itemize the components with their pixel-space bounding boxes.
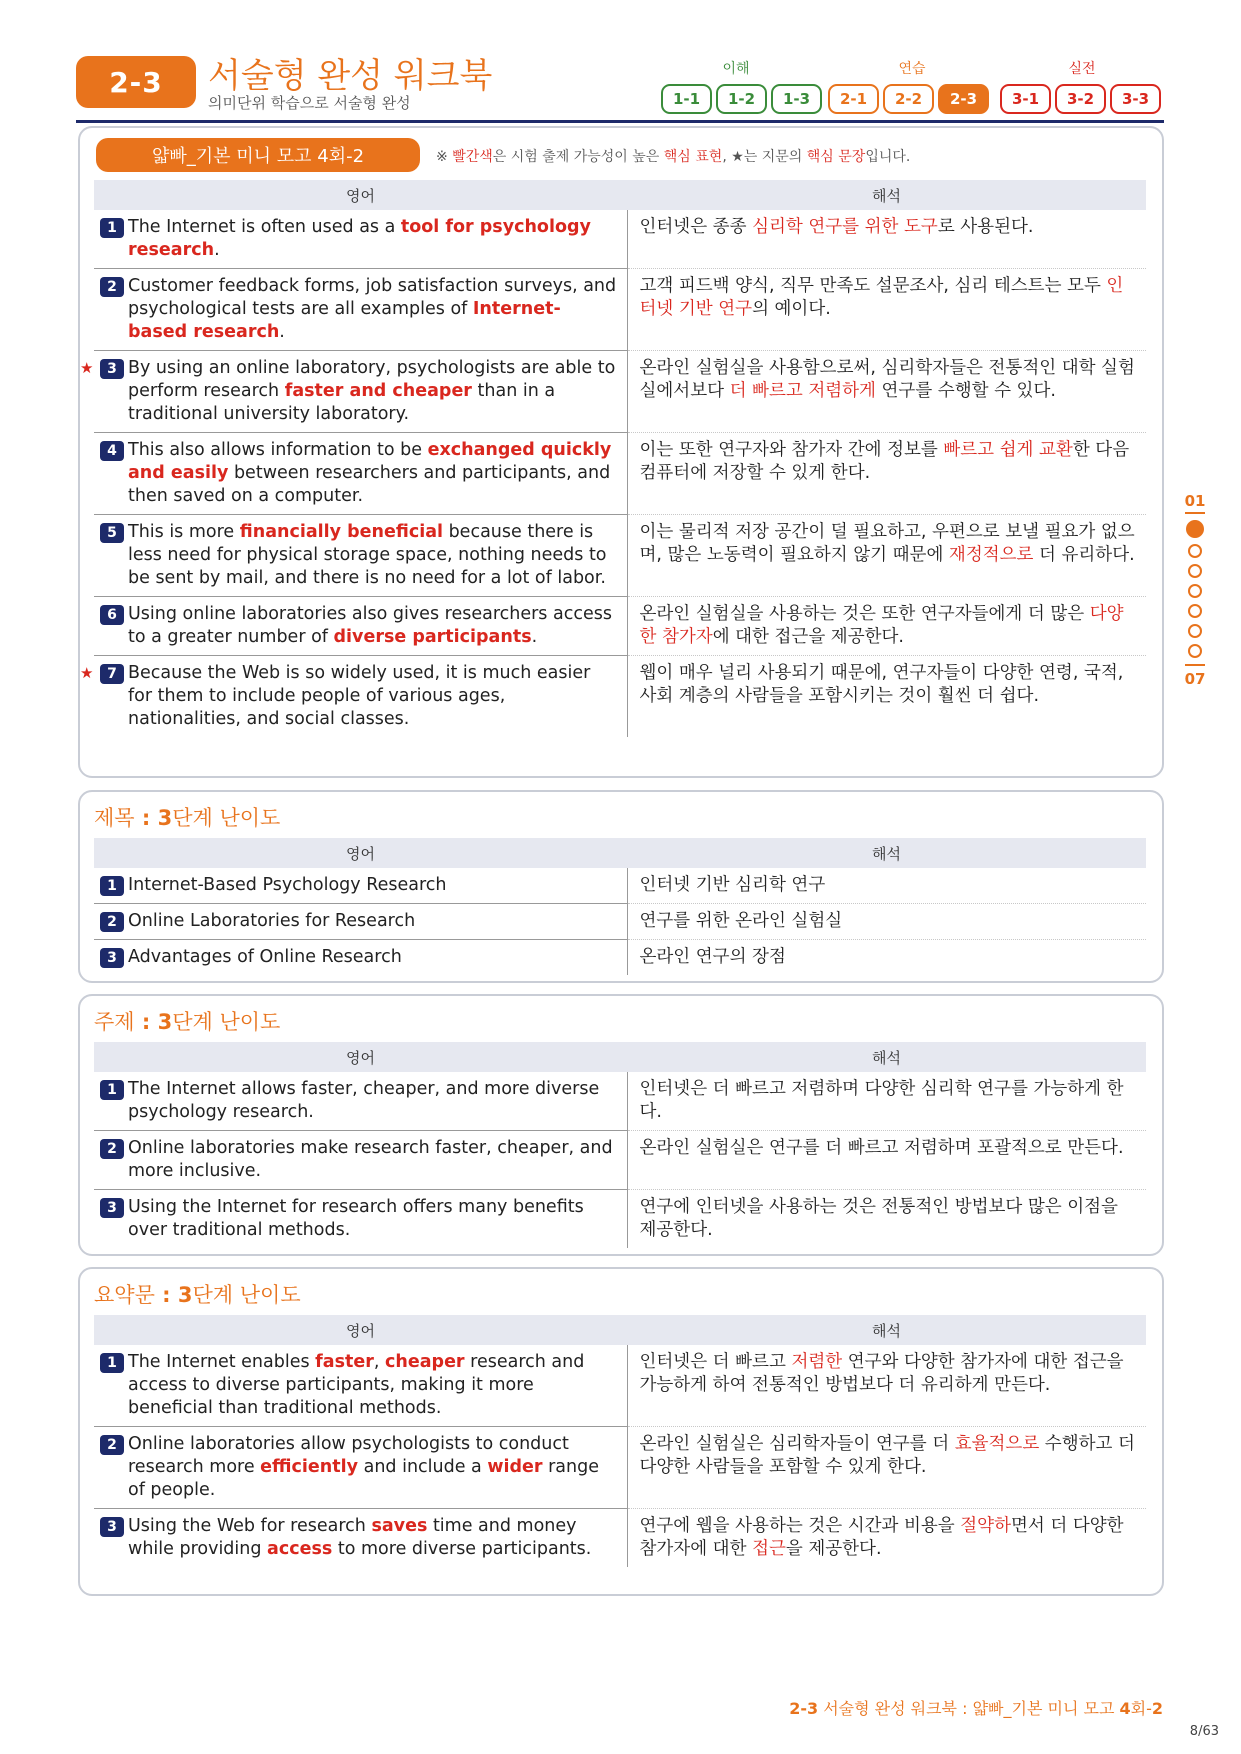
key-expression-korean: 심리학 연구를 위한 도구 [752,217,938,237]
key-expression: saves [371,1516,428,1536]
lesson-badge: 2-3 [76,56,196,108]
english-sentence [94,868,627,904]
korean-translation [627,515,1146,597]
translation-text: 온라인 연구의 장점 [639,947,786,967]
progress-dot-icon[interactable] [1188,604,1202,618]
translation-text: 의 예이다. [752,299,831,319]
side-nav-end-label: 07 [1184,670,1206,688]
sentence-number-badge: 3 [100,948,124,968]
translation-text: 연구를 위한 온라인 실험실 [639,911,843,931]
table-row [94,515,1146,597]
page-title: 서술형 완성 워크북 [208,56,493,96]
summary-panel [78,1267,1164,1596]
translation-text: 인터넷은 더 빠르고 저렴하며 다양한 심리학 연구를 가능하게 한다. [639,1079,1124,1122]
korean-translation [627,269,1146,351]
sentence-text: Using online laboratories also gives researchers access to a greater number of [128,604,612,647]
page-subtitle: 의미단위 학습으로 서술형 완성 [208,94,411,112]
table-row [94,1131,1146,1190]
step-group-understand [661,84,822,114]
col-header-korean: 해석 [627,180,1146,210]
key-expression: faster [315,1352,374,1372]
english-sentence [94,597,627,656]
korean-translation [627,1072,1146,1131]
translation-text: 연구에 웹을 사용하는 것은 시간과 비용을 [639,1516,961,1536]
sentence-text: The Internet allows faster, cheaper, and more diverse psychology research. [128,1079,600,1122]
korean-translation [627,433,1146,515]
translation-text: 수행하고 더 다양한 사람들을 포함할 수 있게 한다. [639,1434,1135,1477]
step-button-3-2[interactable]: 3-2 [1055,84,1106,114]
translation-text: 연구와 다양한 참가자에 대한 접근을 가능하게 하여 전통적인 방법보다 더 유리하게 만든다. [639,1352,1124,1395]
sentence-text: Using the Internet for research offers many benefits over traditional methods. [128,1197,584,1240]
sentence-text: This is more [128,522,240,542]
korean-translation [627,656,1146,738]
translation-text: 온라인 실험실을 사용함으로써, 심리학자들은 전통적인 대학 실험실에서보다 [639,358,1135,401]
english-sentence [94,1427,627,1509]
english-sentence [94,269,627,351]
stage-label-practice: 연습 [898,61,926,77]
sentence-number-badge: 1 [100,218,124,238]
col-header-korean: 해석 [627,1042,1146,1072]
sentence-text: By using an online laboratory, psychologists are able to perform research [128,358,616,401]
korean-translation [627,1131,1146,1190]
side-nav-divider [1185,512,1205,514]
translation-text: 로 사용된다. [937,217,1034,237]
translation-text: 에 대한 접근을 제공한다. [712,627,904,647]
key-expression-korean: 빠르고 쉽게 교환 [943,440,1073,460]
sentence-number-badge: 1 [100,876,124,896]
section-title-summary: 요약문 : 3단계 난이도 [94,1283,301,1307]
translation-text: 인터넷은 종종 [639,217,753,237]
stage-label-real: 실전 [1068,61,1096,77]
table-row [94,351,1146,433]
key-expression-korean: 인터넷 기반 연구 [639,276,1124,319]
sentence-text: range of people. [128,1457,599,1500]
sentence-text: time and money while providing [128,1516,577,1559]
translation-text: 온라인 실험실은 연구를 더 빠르고 저렴하며 포괄적으로 만든다. [639,1138,1124,1158]
step-button-1-2[interactable]: 1-2 [716,84,767,114]
key-expression-korean: 저렴한 [791,1352,843,1372]
table-row [94,1072,1146,1131]
english-sentence [94,940,627,976]
col-header-english: 영어 [94,1315,627,1345]
sentence-number-badge: 1 [100,1353,124,1373]
progress-dot-icon[interactable] [1188,644,1202,658]
table-row [94,1427,1146,1509]
col-header-korean: 해석 [627,838,1146,868]
translation-text: 면서 더 다양한 참가자에 대한 [639,1516,1124,1559]
english-sentence [80,656,627,738]
sentence-number-badge: 2 [100,912,124,932]
legend-note: ※ 빨간색은 시험 출제 가능성이 높은 핵심 표현, ★는 지문의 핵심 문장입니다. [436,149,911,165]
english-sentence [80,351,627,433]
table-row [94,1190,1146,1249]
sentence-number-badge: 3 [100,359,124,379]
table-row [94,904,1146,940]
step-group-practice [828,84,989,114]
key-expression-korean: 더 빠르고 저렴하게 [729,381,876,401]
english-sentence [94,433,627,515]
sentence-number-badge: 2 [100,1435,124,1455]
step-button-2-2[interactable]: 2-2 [883,84,934,114]
sentence-text: Online Laboratories for Research [128,911,416,931]
sentence-text: to more diverse participants. [332,1539,592,1559]
translation-text: 인터넷은 더 빠르고 [639,1352,792,1372]
key-expression-korean: 절약하 [960,1516,1011,1536]
title-table [94,838,1146,975]
sentence-text: research and access to diverse participants, making it more beneficial than traditional methods. [128,1352,585,1418]
sentence-text: . [214,240,220,260]
korean-translation [627,351,1146,433]
english-sentence [94,1190,627,1249]
korean-translation [627,868,1146,904]
step-button-1-1[interactable]: 1-1 [661,84,712,114]
korean-translation [627,940,1146,976]
page-number: 8/63 [1189,1724,1219,1739]
header-divider [76,120,1164,123]
progress-dot-icon[interactable] [1188,564,1202,578]
english-sentence [94,515,627,597]
translation-text: 고객 피드백 양식, 직무 만족도 설문조사, 심리 테스트는 모두 [639,276,1107,296]
korean-translation [627,904,1146,940]
english-sentence [94,1345,627,1427]
sentence-text: . [531,627,538,647]
sentence-number-badge: 6 [100,605,124,625]
key-expression: diverse participants [333,627,532,647]
sentence-text: between researchers and participants, and then saved on a computer. [128,463,611,506]
step-button-3-1[interactable]: 3-1 [1000,84,1051,114]
sentence-text: Because the Web is so widely used, it is much easier for them to include people of various ages, nationalities, and social classes. [128,663,591,729]
passage-panel [78,126,1164,778]
table-row [94,1509,1146,1568]
korean-translation [627,597,1146,656]
sentence-text: Using the Web for research [128,1516,372,1536]
sentence-number-badge: 7 [100,664,124,684]
sentence-text: , [373,1352,386,1372]
translation-text: 더 유리하다. [1033,545,1135,565]
sentence-number-badge: 1 [100,1080,124,1100]
key-expression: Internet-based research [128,299,561,342]
key-expression: efficiently [260,1457,359,1477]
step-button-2-1[interactable]: 2-1 [828,84,879,114]
side-nav-divider [1185,664,1205,666]
stage-label-understand: 이해 [722,61,750,77]
sentence-number-badge: 4 [100,441,124,461]
table-row [94,433,1146,515]
korean-translation [627,1509,1146,1568]
table-row [94,940,1146,976]
key-expression-korean: 다양한 참가자 [639,604,1124,647]
table-row [94,868,1146,904]
table-row [94,656,1146,738]
col-header-english: 영어 [94,838,627,868]
translation-text: 인터넷 기반 심리학 연구 [639,875,826,895]
sentence-text: . [279,322,285,342]
step-group-real [1000,84,1161,114]
sentence-number-badge: 5 [100,523,124,543]
english-sentence [94,1072,627,1131]
topic-table [94,1042,1146,1248]
translation-text: 한 다음 컴퓨터에 저장할 수 있게 한다. [639,440,1130,483]
english-sentence [94,1509,627,1568]
table-row [94,597,1146,656]
key-expression: wider [487,1457,543,1477]
sentence-text: This also allows information to be [128,440,428,460]
key-expression: access [267,1539,333,1559]
sentence-number-badge: 2 [100,1139,124,1159]
step-button-1-3[interactable]: 1-3 [771,84,822,114]
section-title-topic: 주제 : 3단계 난이도 [94,1010,281,1034]
translation-text: 웹이 매우 널리 사용되기 때문에, 연구자들이 다양한 연령, 국적, 사회 계층의 사람들을 포함시키는 것이 훨씬 더 쉽다. [639,663,1124,706]
topic-panel [78,994,1164,1256]
sentence-text: The Internet is often used as a [128,217,401,237]
sentence-text: and include a [358,1457,488,1477]
col-header-english: 영어 [94,180,627,210]
english-sentence [94,210,627,269]
key-expression: financially beneficial [239,522,444,542]
sentence-text: Online laboratories allow psychologists to conduct research more [128,1434,569,1477]
sentence-text: The Internet enables [128,1352,316,1372]
sentence-text: than in a traditional university laboratory. [128,381,556,424]
key-expression: exchanged quickly and easily [128,440,612,483]
translation-text: 을 제공한다. [785,1539,882,1559]
progress-dot-icon[interactable] [1188,544,1202,558]
footer-caption: 2-3 서술형 완성 워크북 : 얇빠_기본 미니 모고 4회-2 [789,1699,1163,1718]
translation-text: 이는 물리적 저장 공간이 덜 필요하고, 우편으로 보낼 필요가 없으며, 많은 노동력이 필요하지 않기 때문에 [639,522,1135,565]
sentence-text: Online laboratories make research faster, cheaper, and more inclusive. [128,1138,613,1181]
sentence-text: Customer feedback forms, job satisfaction surveys, and psychological tests are all examples of [128,276,617,319]
translation-text: 온라인 실험실을 사용하는 것은 또한 연구자들에게 더 많은 [639,604,1090,624]
translation-text: 연구에 인터넷을 사용하는 것은 전통적인 방법보다 많은 이점을 제공한다. [639,1197,1118,1240]
sentence-number-badge: 3 [100,1517,124,1537]
english-sentence [94,1131,627,1190]
korean-translation [627,1427,1146,1509]
key-sentence-star-icon: ★ [80,664,94,682]
passage-pill: 얇빠_기본 미니 모고 4회-2 [96,138,420,172]
korean-translation [627,1345,1146,1427]
key-expression-korean: 효율적으로 [954,1434,1040,1454]
section-title-title: 제목 : 3단계 난이도 [94,806,281,830]
translation-text: 이는 또한 연구자와 참가자 간에 정보를 [639,440,944,460]
passage-table [80,180,1146,737]
key-expression: cheaper [385,1352,465,1372]
title-panel [78,790,1164,983]
sentence-text: because there is less need for physical storage space, nothing needs to be sent by mail, and there is no need for a lot of labor. [128,522,607,588]
step-button-3-3[interactable]: 3-3 [1110,84,1161,114]
key-sentence-star-icon: ★ [80,359,94,377]
step-button-2-3[interactable]: 2-3 [938,84,989,114]
progress-dot-icon[interactable] [1188,624,1202,638]
key-expression: faster and cheaper [284,381,472,401]
key-expression: tool for psychology research [128,217,591,260]
summary-table [94,1315,1146,1567]
korean-translation [627,210,1146,269]
key-expression-korean: 재정적으로 [948,545,1034,565]
translation-text: 연구를 수행할 수 있다. [875,381,1056,401]
english-sentence [94,904,627,940]
table-row [94,210,1146,269]
sentence-text: Advantages of Online Research [128,947,402,967]
sentence-text: Internet-Based Psychology Research [128,875,447,895]
col-header-english: 영어 [94,1042,627,1072]
sentence-number-badge: 2 [100,277,124,297]
sentence-number-badge: 3 [100,1198,124,1218]
table-row [94,1345,1146,1427]
korean-translation [627,1190,1146,1249]
translation-text: 온라인 실험실은 심리학자들이 연구를 더 [639,1434,955,1454]
key-expression-korean: 접근 [752,1539,786,1559]
table-row [94,269,1146,351]
col-header-korean: 해석 [627,1315,1146,1345]
progress-dot-icon[interactable] [1186,520,1204,538]
side-progress-nav [1180,492,1210,688]
side-nav-start-label: 01 [1184,492,1206,510]
progress-dot-icon[interactable] [1188,584,1202,598]
